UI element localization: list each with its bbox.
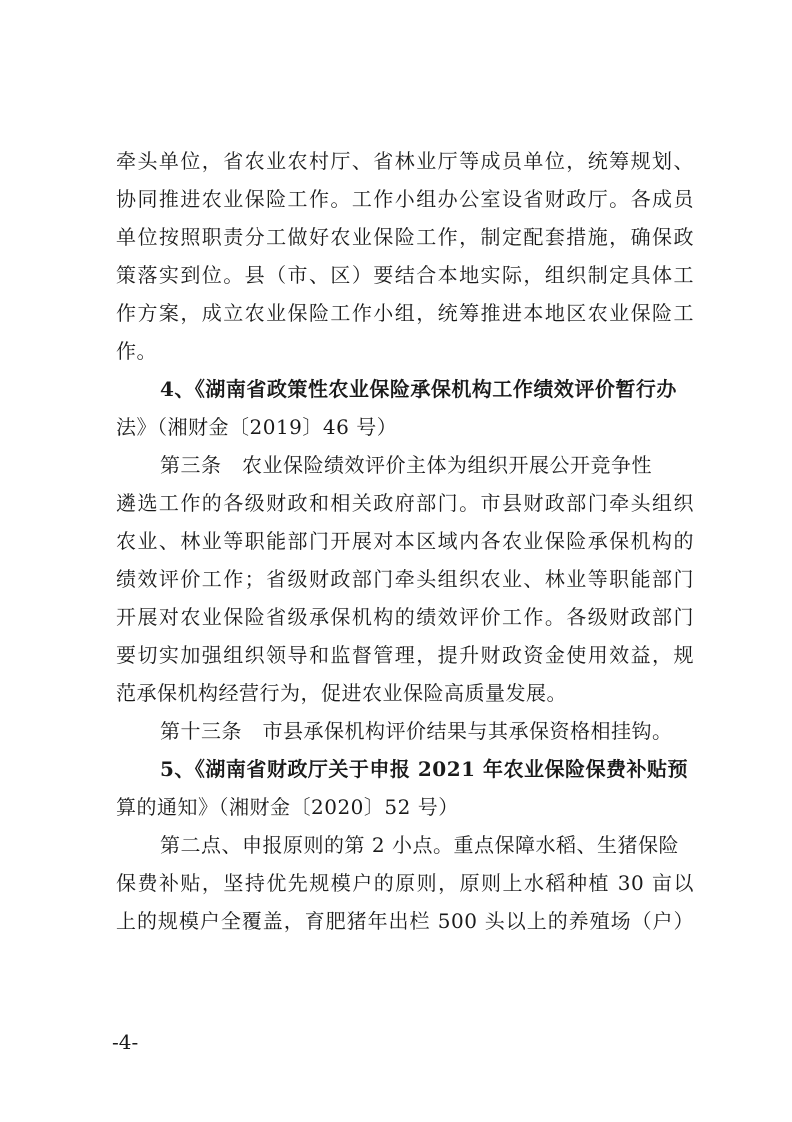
paragraph-line: 上的规模户全覆盖，育肥猪年出栏 500 头以上的养殖场（户） [116,909,694,933]
paragraph-line: 保费补贴，坚持优先规模户的原则，原则上水稻种植 30 亩以 [116,871,694,895]
page-number: -4- [112,1030,139,1054]
paragraph-line: 农业、林业等职能部门开展对本区域内各农业保险承保机构的 [116,529,694,553]
paragraph-line: 第二点、申报原则的第 2 小点。重点保障水稻、生猪保险 [160,833,679,857]
section-heading-line: 法》（湘财金〔2019〕46 号） [116,415,398,439]
paragraph-line: 作。 [116,339,157,363]
paragraph-line: 绩效评价工作；省级财政部门牵头组织农业、林业等职能部门 [116,567,694,591]
paragraph-line: 牵头单位，省农业农村厅、省林业厅等成员单位，统筹规划、 [116,149,694,173]
paragraph-line: 遴选工作的各级财政和相关政府部门。市县财政部门牵头组织 [116,491,694,515]
paragraph-line: 要切实加强组织领导和监督管理，提升财政资金使用效益，规 [116,643,694,667]
paragraph-line: 作方案，成立农业保险工作小组，统筹推进本地区农业保险工 [116,301,694,325]
section-heading-line: 算的通知》（湘财金〔2020〕52 号） [116,795,459,819]
section-heading-line: 4、《湖南省政策性农业保险承保机构工作绩效评价暂行办 [160,377,677,401]
body-text [116,142,694,940]
paragraph-line: 开展对农业保险省级承保机构的绩效评价工作。各级财政部门 [116,605,694,629]
paragraph-line: 单位按照职责分工做好农业保险工作，制定配套措施，确保政 [116,225,694,249]
section-heading-line: 5、《湖南省财政厅关于申报 2021 年农业保险保费补贴预 [160,757,689,781]
paragraph-line: 第三条 农业保险绩效评价主体为组织开展公开竞争性 [160,453,652,477]
paragraph-line: 协同推进农业保险工作。工作小组办公室设省财政厅。各成员 [116,187,694,211]
paragraph-line: 策落实到位。县（市、区）要结合本地实际，组织制定具体工 [116,263,694,287]
paragraph-line: 第十三条 市县承保机构评价结果与其承保资格相挂钩。 [160,719,673,743]
paragraph-line: 范承保机构经营行为，促进农业保险高质量发展。 [116,681,567,705]
